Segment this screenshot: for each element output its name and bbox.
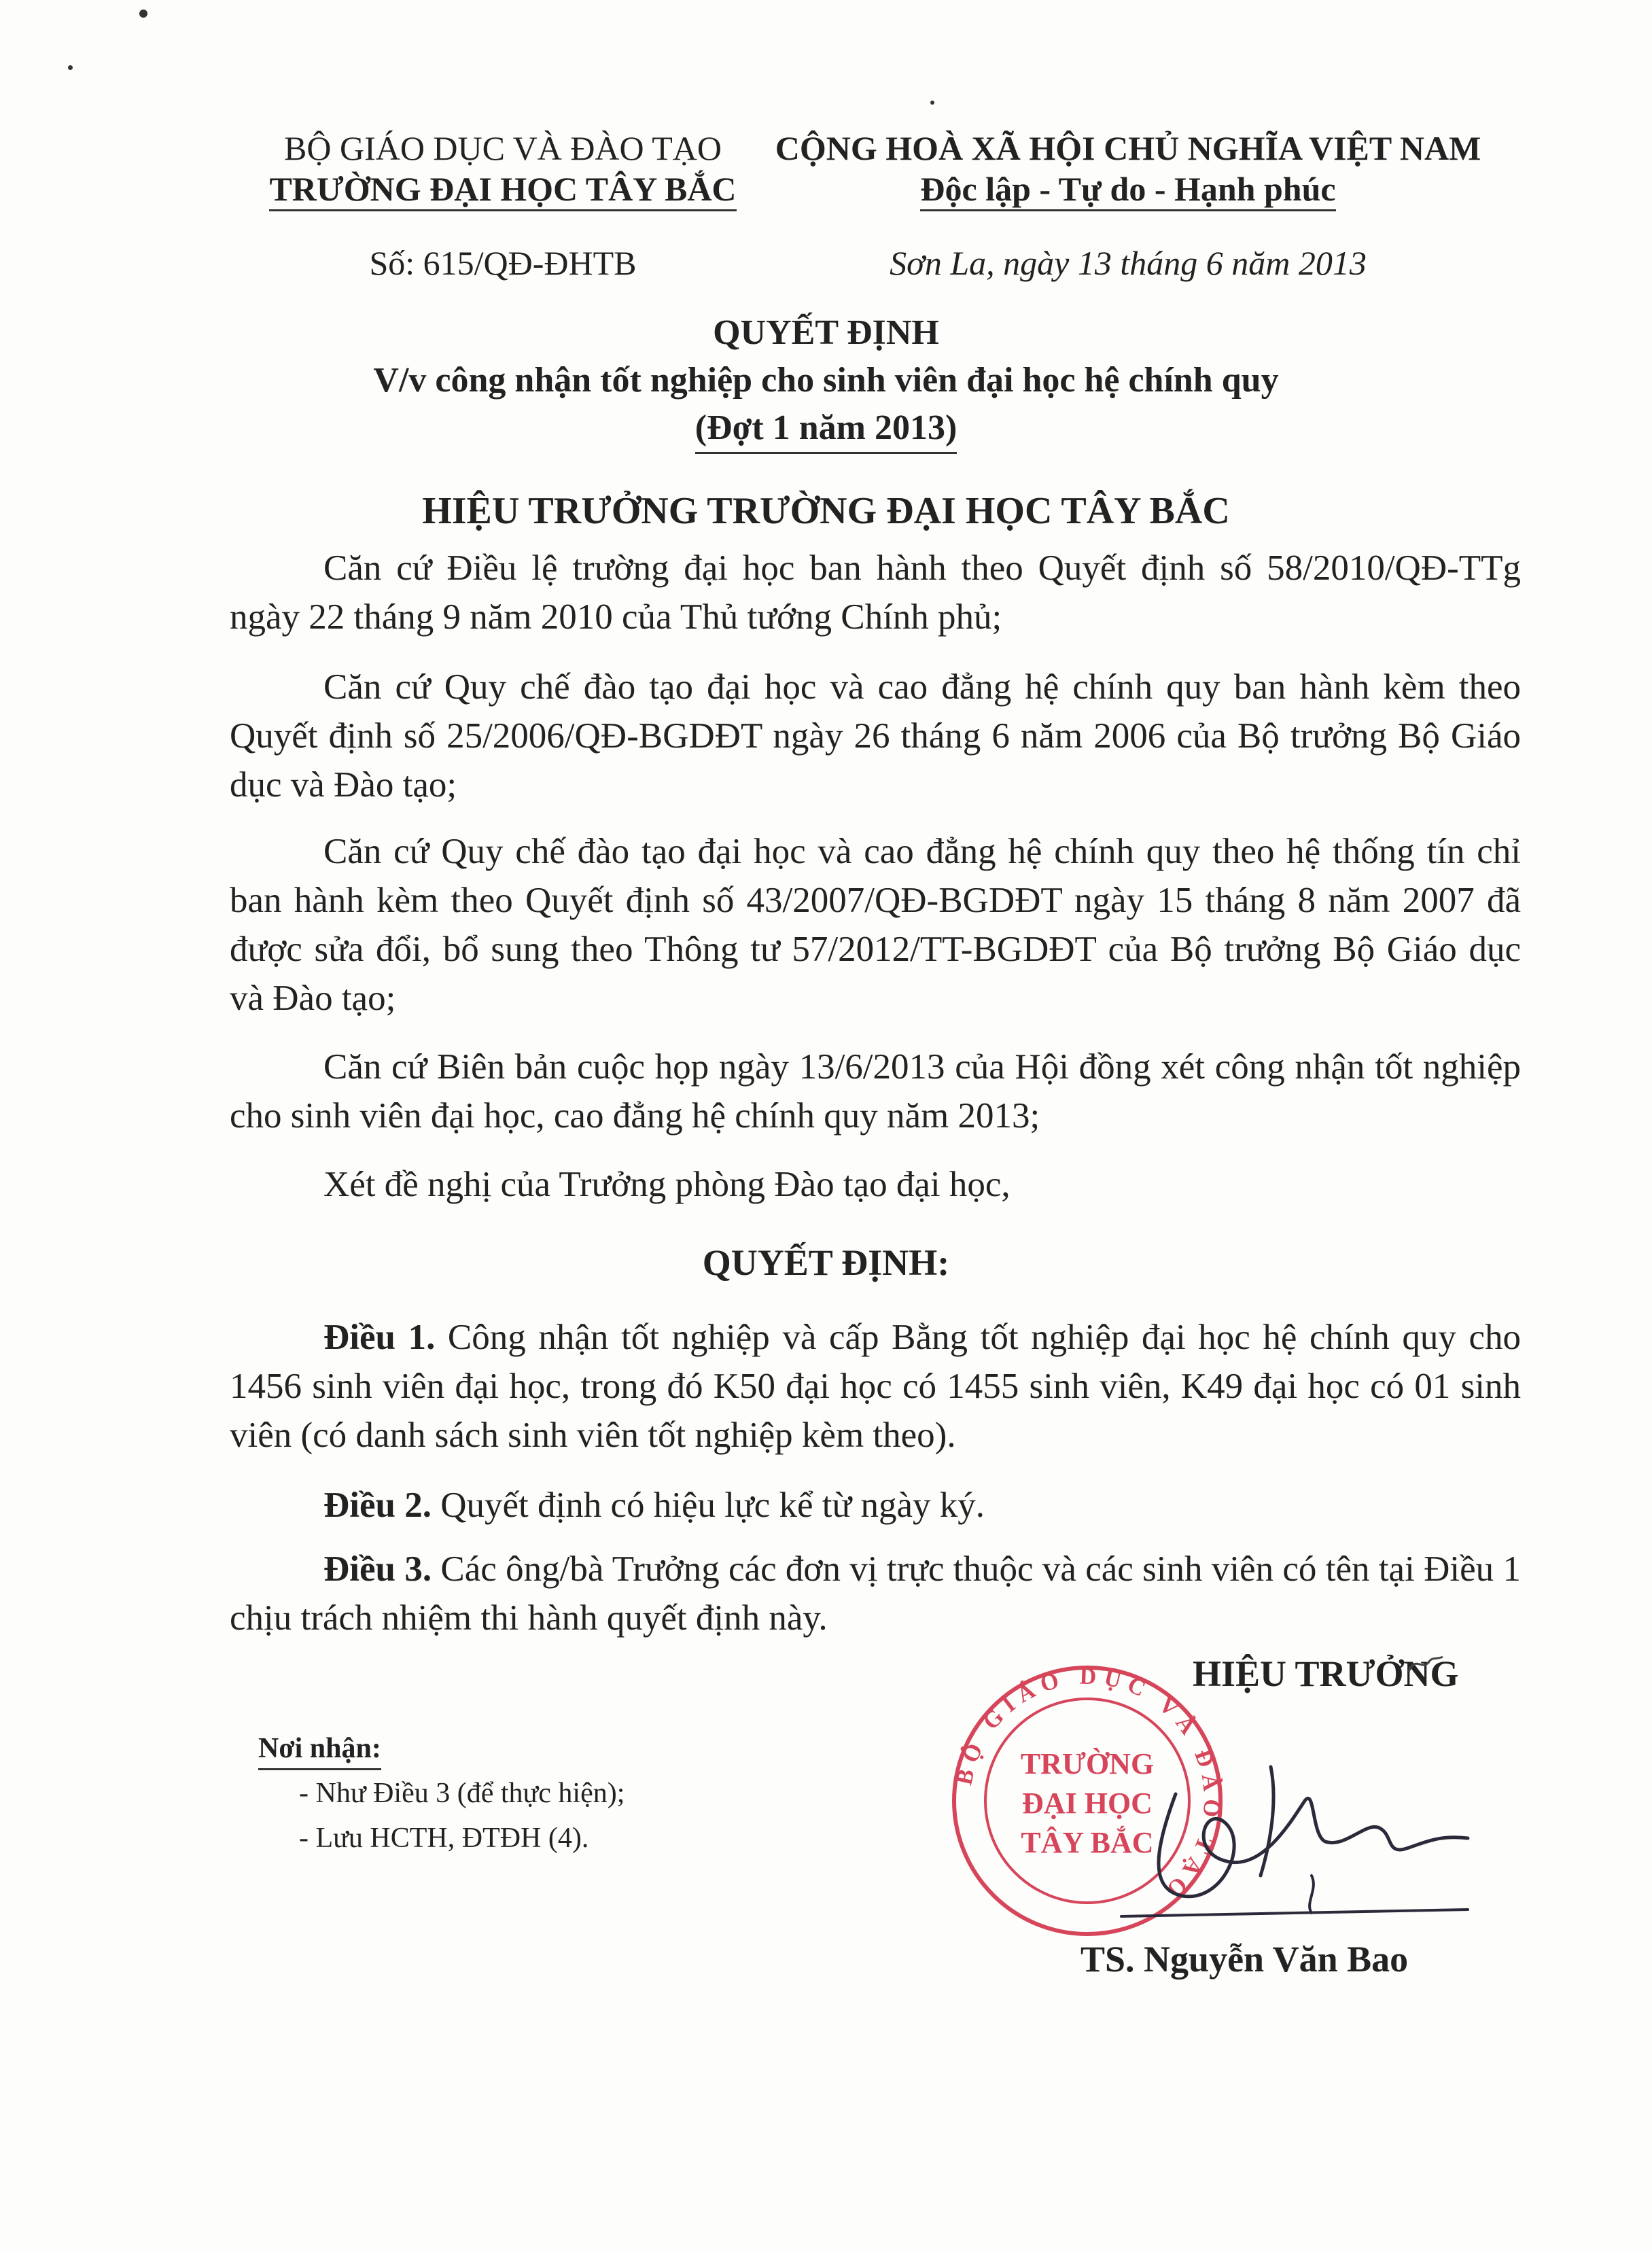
- article-1-text: Công nhận tốt nghiệp và cấp Bằng tốt nghiệp đại học hệ chính quy cho 1456 sinh viên đại học, trong đó K50 đại học có 1455 sinh viên, K49 đại học có 01 sinh viên (có danh sách sinh viên tốt nghiệp kèm theo).: [230, 1318, 1521, 1455]
- basis-paragraph-1: Căn cứ Điều lệ trường đại học ban hành theo Quyết định số 58/2010/QĐ-TTg ngày 22 tháng 9 năm 2010 của Thủ tướng Chính phủ;: [230, 548, 1521, 637]
- initials-mark: [1405, 1651, 1446, 1678]
- article-3: [230, 1545, 1521, 1642]
- stamp-line-1: TRƯỜNG: [1020, 1747, 1155, 1780]
- basis-paragraph-5: Xét đề nghị của Trưởng phòng Đào tạo đại học,: [323, 1165, 1010, 1204]
- school-name: TRƯỜNG ĐẠI HỌC TÂY BẮC: [269, 169, 736, 211]
- country-name: CỘNG HOÀ XÃ HỘI CHỦ NGHĨA VIỆT NAM: [775, 129, 1481, 167]
- place-date: Sơn La, ngày 13 tháng 6 năm 2013: [890, 244, 1367, 282]
- article-3-text: Các ông/bà Trưởng các đơn vị trực thuộc và các sinh viên có tên tại Điều 1 chịu trách nhiệm thi hành quyết định này.: [230, 1549, 1521, 1638]
- document-subject: V/v công nhận tốt nghiệp cho sinh viên đại học hệ chính quy: [373, 361, 1279, 400]
- stamp-line-2: ĐẠI HỌC: [1022, 1787, 1153, 1820]
- basis-paragraph-4: Căn cứ Biên bản cuộc họp ngày 13/6/2013 của Hội đồng xét công nhận tốt nghiệp cho sinh viên đại học, cao đẳng hệ chính quy năm 2013;: [230, 1047, 1521, 1136]
- batch-label: (Đợt 1 năm 2013): [695, 404, 957, 454]
- article-2-text: Quyết định có hiệu lực kể từ ngày ký.: [432, 1486, 985, 1525]
- article-2-label: Điều 2.: [323, 1486, 432, 1525]
- document-number: Số: 615/QĐ-ĐHTB: [369, 244, 637, 282]
- header-left: [245, 128, 761, 283]
- scan-speck: [68, 65, 73, 70]
- article-1-label: Điều 1.: [323, 1318, 436, 1357]
- recipient-item: - Như Điều 3 (để thực hiện);: [299, 1778, 625, 1809]
- recipient-item: - Lưu HCTH, ĐTĐH (4).: [299, 1823, 589, 1854]
- recipients-heading: Nơi nhận:: [258, 1729, 381, 1770]
- signer-title: HIỆU TRƯỞNG: [1193, 1653, 1459, 1694]
- ministry-name: BỘ GIÁO DỤC VÀ ĐÀO TẠO: [284, 129, 722, 167]
- basis-paragraph-3: Căn cứ Quy chế đào tạo đại học và cao đẳng hệ chính quy theo hệ thống tín chỉ ban hành kèm theo Quyết định số 43/2007/QĐ-BGDĐT ngày 15 tháng 8 năm 2007 đã được sửa đổi, bổ sung theo Thông tư 57/2012/TT-BGDĐT của Bộ trưởng Bộ Giáo dục và Đào tạo;: [230, 832, 1521, 1018]
- document-heading: QUYẾT ĐỊNH: [713, 313, 939, 352]
- scan-speck: [139, 10, 147, 18]
- stamp-line-3: TÂY BẮC: [1021, 1826, 1154, 1859]
- recipients-block: [258, 1726, 802, 1861]
- motto: Độc lập - Tự do - Hạnh phúc: [920, 169, 1335, 211]
- article-1: [230, 1313, 1521, 1460]
- authority-title: HIỆU TRƯỞNG TRƯỜNG ĐẠI HỌC TÂY BẮC: [422, 490, 1230, 532]
- handwritten-signature: [1087, 1740, 1549, 1944]
- basis-paragraph-2: Căn cứ Quy chế đào tạo đại học và cao đẳng hệ chính quy ban hành kèm theo Quyết định số 25/2006/QĐ-BGDĐT ngày 26 tháng 6 năm 2006 của Bộ trưởng Bộ Giáo dục và Đào tạo;: [230, 667, 1521, 805]
- signer-name: TS. Nguyễn Văn Bao: [1080, 1939, 1409, 1980]
- decision-heading: QUYẾT ĐỊNH:: [702, 1242, 950, 1283]
- stamp-outer-text: BỘ GIÁO DỤC VÀ ĐÀO TẠO: [951, 1664, 1225, 1908]
- title-block: [0, 309, 1652, 454]
- article-3-label: Điều 3.: [323, 1549, 432, 1589]
- article-2: [230, 1481, 1521, 1530]
- header-right: [768, 128, 1488, 283]
- scan-speck: [930, 101, 934, 105]
